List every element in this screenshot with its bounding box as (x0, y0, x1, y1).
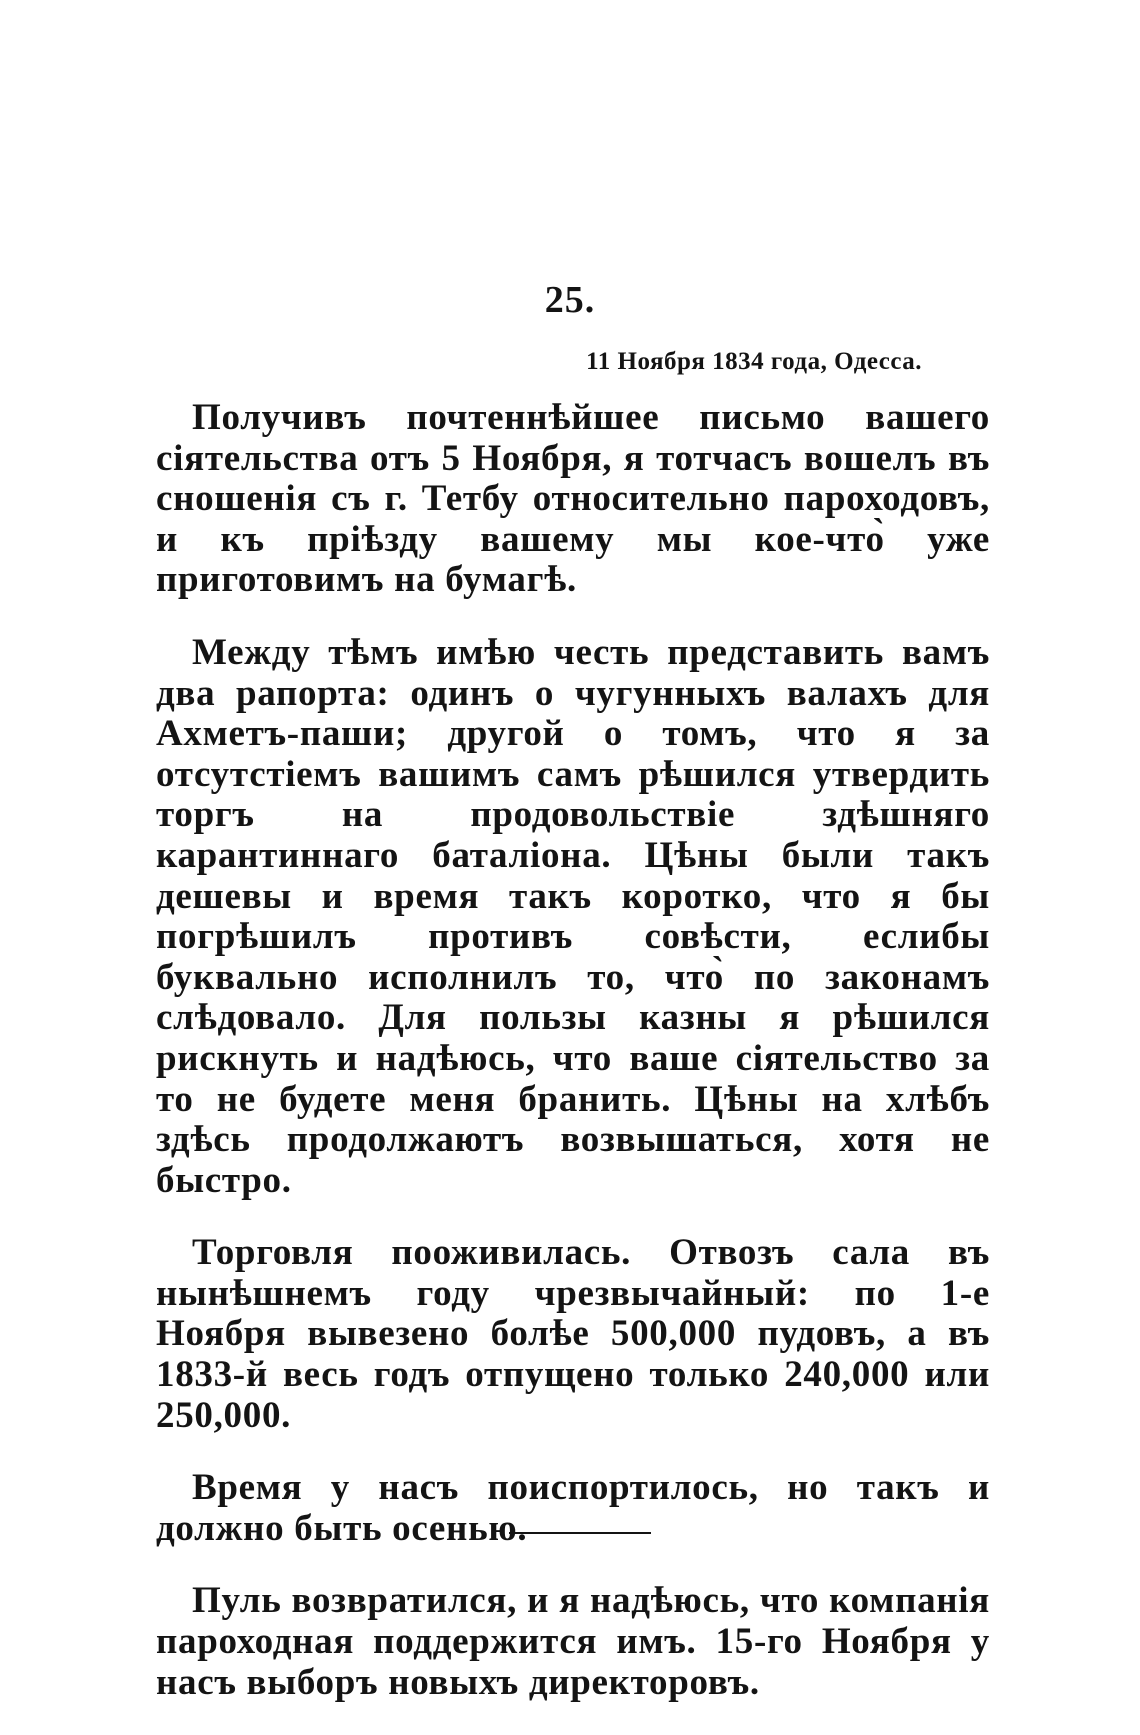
paragraph: Получивъ почтеннѣйшее письмо вашего сіятельства отъ 5 Ноября, я тотчасъ вошелъ въ сношенія съ г. Тетбу относительно пароходовъ, и къ пріѣзду вашему мы кое-что̀ уже приготовимъ на бумагѣ. (156, 397, 990, 601)
letter-body (156, 398, 990, 1735)
letter-number: 25. (544, 279, 596, 321)
paragraph: Торговля пооживилась. Отвозъ сала въ нынѣшнемъ году чрезвычайный: по 1-е Ноября вывезено болѣе 500,000 пудовъ, а въ 1833-й весь годъ отпущено только 240,000 или 250,000. (156, 1232, 990, 1436)
paragraph: Пуль возвратился, и я надѣюсь, что компанія пароходная поддержится имъ. 15-го Ноября у насъ выборъ новыхъ директоровъ. (156, 1580, 990, 1703)
paragraph: Между тѣмъ имѣю честь представить вамъ два рапорта: одинъ о чугунныхъ валахъ для Ахметъ-паши; другой о томъ, что я за отсутстіемъ вашимъ самъ рѣшился утвердить торгъ на продовольствіе здѣшняго карантиннаго баталіона. Цѣны были такъ дешевы и время такъ коротко, что я бы погрѣшилъ противъ совѣсти, еслибы буквально исполнилъ то, что̀ по законамъ слѣдовало. Для пользы казны я рѣшился рискнуть и надѣюсь, что ваше сіятельство за то не будете меня бранить. Цѣны на хлѣбъ здѣсь продолжаютъ возвышаться, хотя не быстро. (156, 631, 990, 1201)
letter-dateline: 11 Ноября 1834 года, Одесса. (586, 348, 922, 375)
end-divider (509, 1532, 651, 1534)
paragraph: Время у насъ поиспортилось, но такъ и должно быть осенью. (156, 1467, 990, 1549)
